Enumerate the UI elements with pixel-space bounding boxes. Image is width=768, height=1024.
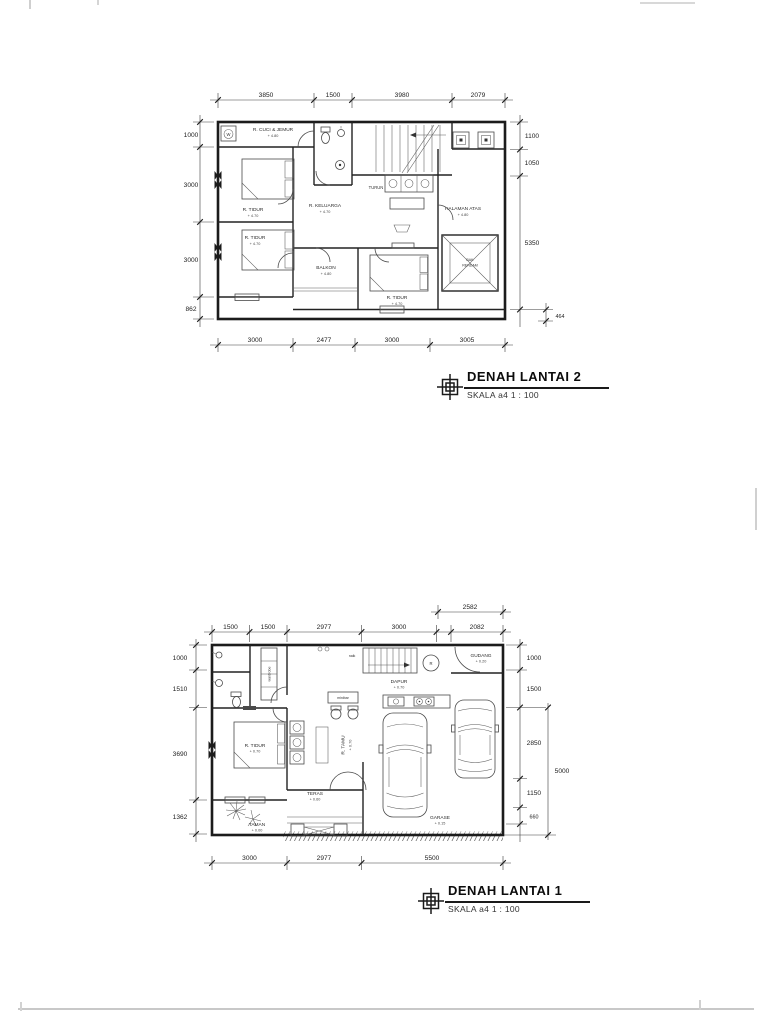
room-elevation: + 0.70 — [249, 749, 261, 754]
floor1-dim-top — [204, 624, 511, 642]
stairs-down-icon — [376, 125, 446, 173]
tv-cabinet-icon — [392, 225, 414, 248]
page-edge-artifact — [18, 1008, 754, 1010]
dim-value: 1100 — [524, 133, 540, 140]
door-arc-icons — [271, 647, 480, 790]
floor1-scale-label: SKALA a4 1 : 100 — [448, 904, 520, 914]
room-label: R. TIDUR — [244, 236, 266, 241]
dim-value: 1000 — [526, 655, 542, 662]
floor2-scale-label: SKALA a4 1 : 100 — [467, 390, 539, 400]
room-label: R. TAMU — [341, 735, 347, 755]
room-label: TAMAN — [248, 823, 266, 828]
dim-value: 1510 — [172, 686, 188, 693]
floor2-room-labels — [243, 127, 481, 306]
room-elevation: + 0.70 — [348, 739, 353, 751]
dim-value: 1150 — [526, 790, 542, 797]
dim-value: 1500 — [223, 624, 238, 631]
room-elevation: + 0.70 — [393, 685, 405, 690]
floor1-dim-top-upper — [431, 604, 511, 619]
room-label: R. CUCI & JEMUR — [252, 128, 294, 133]
title-underline — [445, 901, 590, 903]
car-icon — [452, 700, 499, 778]
dim-value: 3690 — [172, 751, 188, 758]
room-elevation: + 4.80 — [267, 134, 279, 138]
car-icon — [379, 713, 431, 817]
page-edge-artifact — [640, 2, 695, 4]
dim-value: 5000 — [554, 768, 570, 775]
room-label: R. TIDUR — [242, 208, 264, 213]
window-icon — [215, 171, 405, 313]
room-label: R. KELUARGA — [308, 204, 342, 209]
dim-value: 3000 — [384, 337, 400, 344]
room-elevation: + 4.70 — [391, 302, 403, 306]
room-label: GARASE — [430, 816, 450, 821]
chair-icon — [290, 721, 328, 764]
dim-value: 1500 — [526, 686, 542, 693]
floor1-title: DENAH LANTAI 1 — [448, 883, 563, 898]
room-label: RENDAM — [462, 263, 478, 268]
wardrobe-icon — [261, 648, 277, 700]
room-elevation: + 4.70 — [247, 214, 259, 218]
room-label: TERAS — [307, 792, 323, 797]
bed-icon — [242, 159, 294, 199]
room-elevation: + 0.00 — [251, 828, 263, 833]
titleblock-target-icon — [418, 888, 444, 914]
room-label: BALKON — [316, 266, 336, 271]
wardrobe-label: wardrobe — [267, 666, 272, 682]
dim-value: 660 — [529, 814, 539, 821]
refrigerator-icon — [423, 655, 439, 671]
dim-value: 2477 — [316, 337, 332, 344]
dim-value: 2582 — [462, 604, 478, 611]
kitchen-counter-icon — [383, 695, 450, 708]
dim-value: 3980 — [394, 92, 410, 99]
room-label: R. TIDUR — [386, 296, 408, 301]
dim-value: 1050 — [524, 160, 540, 167]
washer-letter: W — [226, 131, 231, 137]
room-label: BAK — [466, 258, 474, 262]
dim-value: 3005 — [459, 337, 475, 344]
floor2-walls — [218, 122, 505, 319]
dim-value: 1000 — [172, 655, 188, 662]
room-label: R. TIDUR — [244, 744, 266, 749]
floor1-walls — [212, 645, 503, 835]
floor1-dim-right — [503, 639, 570, 842]
dim-value: 862 — [185, 306, 197, 313]
washing-machine-icon — [221, 126, 236, 141]
stairs-up-icon — [363, 648, 417, 673]
floor1-titleblock — [418, 883, 598, 921]
dim-value: 3850 — [258, 92, 274, 99]
dim-value: 2850 — [526, 740, 542, 747]
room-elevation: + 0.15 — [434, 821, 446, 826]
room-elevation: + 4.70 — [249, 242, 261, 246]
room-label: GUDANG — [470, 654, 492, 659]
floor2-dim-bottom — [210, 337, 513, 352]
bak-rendam-icon — [442, 235, 498, 291]
planter-icon — [478, 132, 494, 148]
dim-value: 2079 — [470, 92, 486, 99]
room-elevation: + 4.80 — [457, 213, 469, 217]
minibar-icon — [328, 692, 358, 719]
page-edge-artifact — [699, 1000, 701, 1010]
titleblock-target-icon — [437, 374, 463, 400]
dim-value: 1500 — [260, 624, 276, 631]
floor2-titleblock — [437, 369, 617, 407]
dim-value: 2082 — [469, 624, 485, 631]
planter-icon — [453, 132, 469, 148]
floor1-dim-left — [173, 639, 207, 842]
dim-value: 5500 — [424, 855, 440, 862]
room-label: DAPUR — [390, 680, 408, 685]
dim-value: 1362 — [172, 814, 188, 821]
room-elevation: + 4.80 — [320, 272, 332, 276]
sofa-icon — [385, 175, 433, 209]
dim-value: 1000 — [183, 132, 199, 139]
room-elevation: + 0.20 — [475, 659, 487, 664]
dim-value: 3000 — [247, 337, 263, 344]
page-edge-artifact — [29, 0, 31, 9]
toilet-icon — [321, 126, 345, 170]
stair-direction-label: TURUN — [368, 185, 384, 190]
dim-value: 5350 — [524, 240, 540, 247]
minibar-label: minibar — [337, 696, 349, 700]
room-elevation: + 4.70 — [319, 210, 331, 214]
dim-value: 3000 — [183, 257, 199, 264]
floor2-title: DENAH LANTAI 2 — [467, 369, 582, 384]
page-edge-artifact — [755, 488, 757, 530]
floor2-dim-top — [210, 92, 513, 108]
floor2-plan-drawing — [180, 85, 580, 380]
title-underline — [464, 387, 609, 389]
floor2-dim-left — [184, 115, 214, 327]
floor2-dim-right — [510, 115, 565, 327]
fridge-letter: R — [429, 661, 433, 666]
dim-value: 2977 — [316, 624, 332, 631]
dim-value: 464 — [555, 314, 565, 320]
dim-value: 3000 — [183, 182, 199, 189]
floor1-dim-bottom — [204, 855, 511, 870]
room-label: HALAMAN ATAS — [444, 207, 482, 212]
stair-direction-label: naik — [348, 654, 356, 658]
page-edge-artifact — [20, 1002, 22, 1011]
dim-value: 2977 — [316, 855, 332, 862]
dim-value: 3000 — [391, 624, 407, 631]
floor1-plan-drawing — [150, 595, 620, 895]
dim-value: 1500 — [325, 92, 341, 99]
bed-icon — [370, 255, 428, 291]
page-edge-artifact — [97, 0, 99, 5]
dim-value: 3000 — [242, 855, 257, 862]
room-elevation: + 0.60 — [309, 797, 321, 802]
